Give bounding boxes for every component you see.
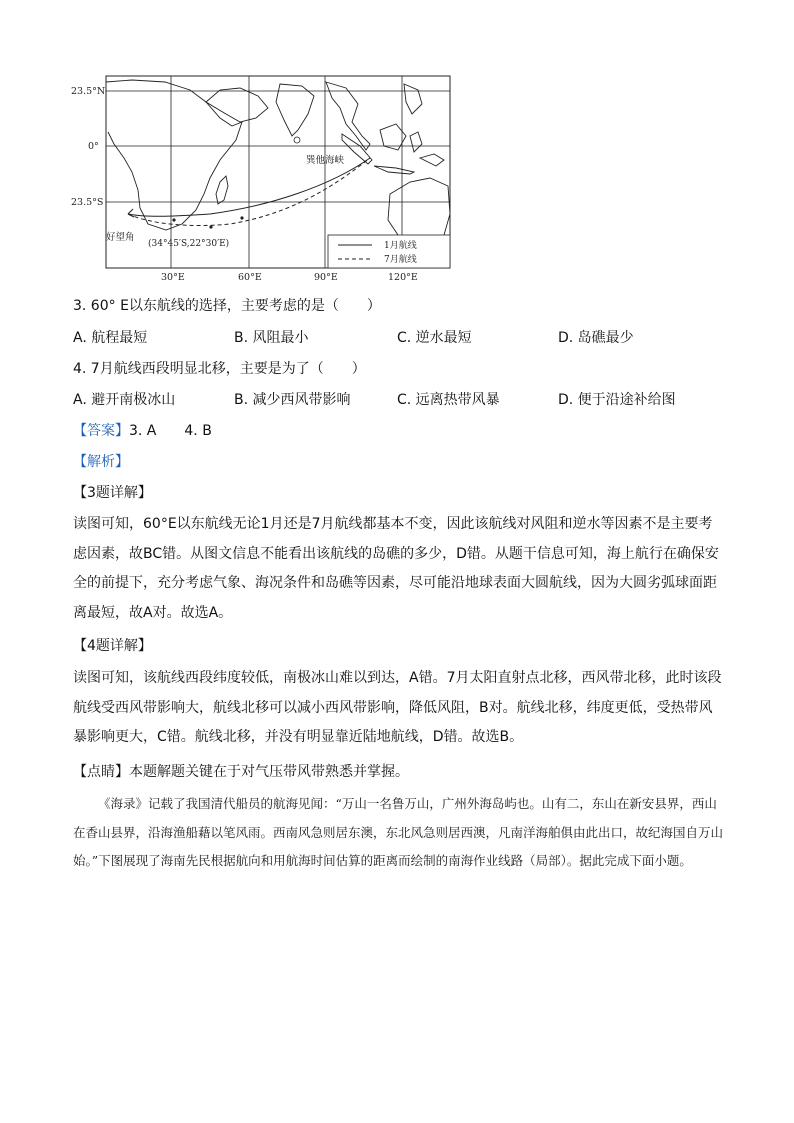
q4-option-d[interactable]: D. 便于沿途补给图 xyxy=(558,392,676,408)
legend-jul-label: 7月航线 xyxy=(384,255,417,265)
legend-jan-label: 1月航线 xyxy=(384,241,417,251)
answer-tag: 【答案】 xyxy=(73,423,129,439)
detail3-tag: 【3题详解】 xyxy=(73,485,152,501)
comment-tag: 【点睛】 xyxy=(73,764,129,780)
answer-line xyxy=(73,421,212,441)
next-intro-text: 《海录》记载了我国清代船员的航海见闻：“万山一名鲁万山，广州外海岛屿也。山有二，东山在新安县界，西山在香山县界，沿海渔船藉以笔风雨。西南风急则居东澳，东北风急则居西澳，凡南洋海舶俱由此出口，故纪海国自万山始。”下图展现了海南先民根据航向和用航海时间估算的距离而绘制的南海作业线路（局部）。据此完成下面小题。 xyxy=(73,796,724,868)
lon-label-60e: 60°E xyxy=(238,272,262,282)
detail4-tag: 【4题详解】 xyxy=(73,638,152,654)
answer-text: 3. A 4. B xyxy=(129,423,212,439)
detail3-text: 读图可知，60°E以东航线无论1月还是7月航线都基本不变，因此该航线对风阻和逆水等因素不是主要考虑因素，故BC错。从图文信息不能看出该航线的岛礁的多少，D错。从题干信息可知，海上航行在确保安全的前提下，充分考虑气象、海况条件和岛礁等因素，尽可能沿地球表面大圆航线，因为大圆劣弧球面距离最短，故A对。故选A。 xyxy=(73,516,719,621)
lon-label-90e: 90°E xyxy=(314,272,338,282)
q4-option-c[interactable]: C. 远离热带风暴 xyxy=(397,392,500,408)
analysis-line xyxy=(73,452,129,472)
analysis-tag: 【解析】 xyxy=(73,454,129,470)
lon-label-30e: 30°E xyxy=(161,272,185,282)
route-point-3 xyxy=(240,216,243,219)
lon-label-120e: 120°E xyxy=(388,272,418,282)
route-map xyxy=(70,74,454,282)
q3-option-a[interactable]: A. 航程最短 xyxy=(73,330,148,346)
q4-option-a[interactable]: A. 避开南极冰山 xyxy=(73,392,176,408)
route-point-2 xyxy=(209,225,212,228)
q4-stem: 4. 7月航线西段明显北移，主要是为了（ ） xyxy=(73,361,366,377)
detail4-text: 读图可知，该航线西段纬度较低，南极冰山难以到达，A错。7月太阳直射点北移，西风带北移，此时该段航线受西风带影响大，航线北移可以减小西风带影响，降低风阻，B对。航线北移，纬度更低，受热带风暴影响更大，C错。航线北移，并没有明显靠近陆地航线，D错。故选B。 xyxy=(73,670,722,745)
q3-option-c[interactable]: C. 逆水最短 xyxy=(397,330,472,346)
label-sunda-strait: 巽他海峡 xyxy=(306,155,345,166)
lat-label-23n: 23.5°N xyxy=(71,86,106,97)
label-cape-coord: (34°45′S,22°30′E) xyxy=(148,239,230,249)
q4-option-b[interactable]: B. 减少西风带影响 xyxy=(234,392,351,408)
route-point-1 xyxy=(172,218,175,221)
q3-option-b[interactable]: B. 风阻最小 xyxy=(234,330,309,346)
q3-stem: 3. 60° E以东航线的选择，主要考虑的是（ ） xyxy=(73,298,381,314)
lat-label-equator: 0° xyxy=(88,141,99,152)
comment-text: 本题解题关键在于对气压带风带熟悉并掌握。 xyxy=(129,764,409,780)
label-cape: 好望角 xyxy=(106,232,135,243)
comment-line xyxy=(73,762,409,782)
route-map-svg xyxy=(70,74,454,282)
lat-label-23s: 23.5°S xyxy=(71,197,104,208)
q3-option-d[interactable]: D. 岛礁最少 xyxy=(558,330,634,346)
